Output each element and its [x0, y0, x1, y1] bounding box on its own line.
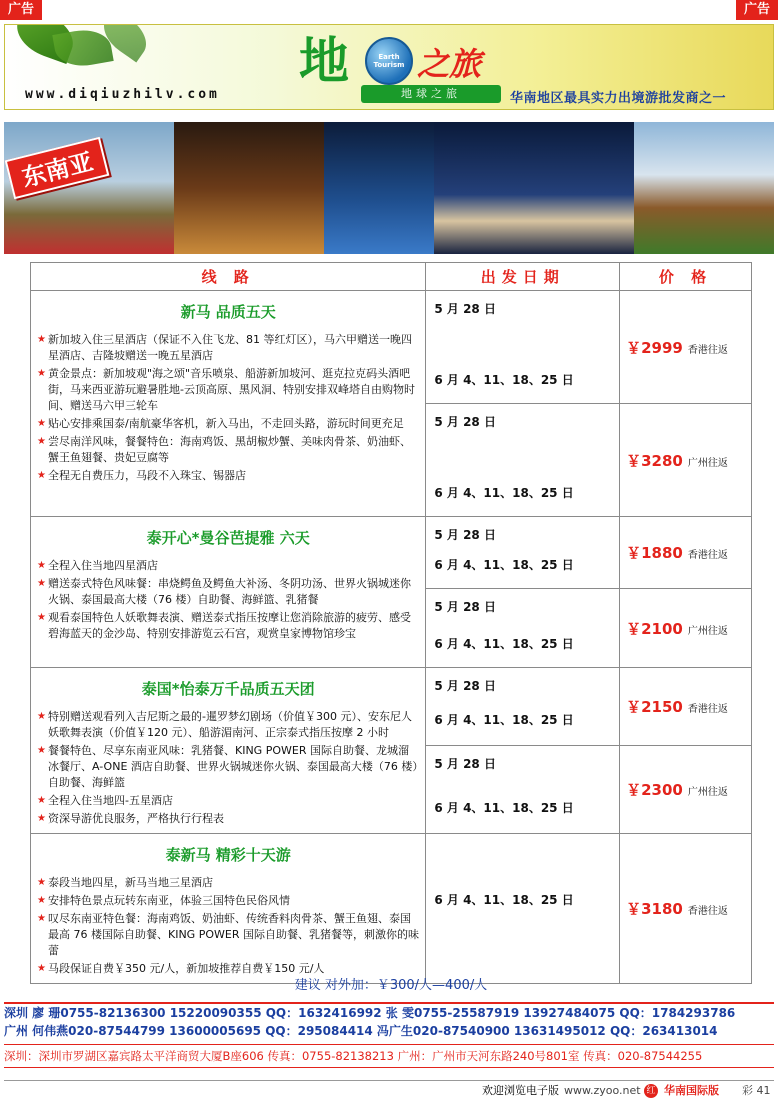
route-feature: ★ 资深导游优良服务，严格执行行程表 — [37, 811, 419, 827]
departure-city: 香港往返 — [687, 550, 728, 561]
departure-date: 6 月 4、11、18、25 日 — [434, 373, 574, 387]
departure-date: 5 月 28 日 — [434, 679, 496, 693]
globe-icon — [365, 37, 413, 85]
logo-main-char: 地 — [299, 31, 349, 90]
header-price: 价 格 — [620, 263, 752, 291]
route-feature: ★ 全程入住当地四星酒店 — [37, 558, 419, 574]
route-feature: ★ 安排特色景点玩转东南亚，体验三国特色民俗风情 — [37, 893, 419, 909]
price-value: ￥2100 — [626, 619, 683, 638]
leaf-decoration — [5, 25, 165, 95]
footer-site[interactable]: www.zyoo.net — [564, 1084, 641, 1097]
ad-label-right: 广告 — [736, 0, 778, 20]
tour-table — [30, 262, 752, 984]
price-value: ￥1880 — [626, 544, 683, 562]
route-feature: ★ 特别赠送观看列入吉尼斯之最的-暹罗梦幻剧场（价值￥300 元）、安东尼人妖歌舞表演（价值￥120 元）、船游湄南河、正宗泰式指压按摩 2 小时 — [37, 709, 419, 741]
logo-zhilv: 之旅 — [417, 45, 482, 83]
contact-guangzhou: 广州 何伟燕020-87544799 13600005695 QQ：295084414 冯广生020-87540900 13631495012 QQ：263413014 — [4, 1024, 718, 1038]
price-value: ￥3180 — [626, 900, 683, 918]
departure-city: 广州往返 — [687, 786, 728, 798]
night-resort-photo — [174, 122, 324, 254]
route-feature: ★ 赠送泰式特色风味餐：串烧鳄鱼及鳄鱼大补汤、冬阴功汤、世界火锅城迷你火锅、泰国最高大楼（76 楼）自助餐、海鲜篮、乳猪餐 — [37, 576, 419, 608]
price-value: ￥2999 — [626, 338, 683, 357]
tour-row — [31, 668, 752, 746]
hong-icon: 红 — [644, 1084, 658, 1098]
route-cell — [31, 291, 426, 517]
date-cell — [426, 517, 620, 589]
departure-city: 广州往返 — [687, 457, 728, 469]
address-line: 深圳：深圳市罗湖区嘉宾路太平洋商贸大厦B座606 传真：0755-82138213 广州：广州市天河东路240号801室 传真：020-87544255 — [4, 1044, 774, 1068]
price-cell — [620, 517, 752, 589]
contact-shenzhen: 深圳 廖 珊0755-82136300 15220090355 QQ：1632416992 张 雯0755-25587919 13927484075 QQ：1784293786 — [4, 1006, 736, 1020]
header-date: 出发日期 — [426, 263, 620, 291]
logo-subtitle: 地球之旅 — [361, 85, 501, 103]
route-feature: ★ 餐餐特色、尽享东南亚风味：乳猪餐、KING POWER 国际自助餐、龙城溜冰餐厅、A-ONE 酒店自助餐、世界火锅城迷你火锅、泰国最高大楼（76 楼）自助餐、海鲜篮 — [37, 743, 419, 791]
departure-city: 香港往返 — [687, 703, 728, 715]
route-feature: ★ 泰段当地四星，新马当地三星酒店 — [37, 875, 419, 891]
header-banner — [4, 24, 774, 110]
price-cell — [620, 668, 752, 746]
route-feature: ★ 新加坡入住三星酒店（保证不入住飞龙、81 等红灯区），马六甲赠送一晚四星酒店、吉隆坡赠送一晚五星酒店 — [37, 332, 419, 364]
route-feature: ★ 全程入住当地四-五星酒店 — [37, 793, 419, 809]
date-cell — [426, 834, 620, 984]
departure-date: 6 月 4、11、18、25 日 — [434, 558, 574, 572]
laos-temple-photo — [634, 122, 774, 254]
date-cell — [426, 291, 620, 404]
photo-banner — [4, 122, 774, 254]
globe-label: Earth Tourism — [373, 53, 405, 69]
departure-date: 5 月 28 日 — [434, 528, 496, 542]
route-title: 泰开心*曼谷芭提雅 六天 — [146, 529, 310, 547]
price-value: ￥3280 — [626, 451, 683, 470]
pool-photo — [324, 122, 434, 254]
route-feature: ★ 贴心安排乘国泰/南航豪华客机，新入马出，不走回头路，游玩时间更充足 — [37, 416, 419, 432]
route-cell — [31, 668, 426, 834]
route-feature: ★ 叹尽东南亚特色餐：海南鸡饭、奶油虾、传统香料肉骨茶、蟹王鱼翅、泰国最高 76 楼国际自助餐、KING POWER 国际自助餐、乳猪餐等，刺激你的味蕾 — [37, 911, 419, 959]
departure-date: 6 月 4、11、18、25 日 — [434, 486, 574, 500]
date-cell — [426, 668, 620, 746]
price-cell — [620, 589, 752, 668]
route-feature: ★ 观看泰国特色人妖歌舞表演、赠送泰式指压按摩让您消除旅游的疲劳、感受碧海蓝天的金沙岛、特别安排游览云石宫，观赏皇家博物馆珍宝 — [37, 610, 419, 642]
price-value: ￥2150 — [626, 697, 683, 716]
departure-date: 5 月 28 日 — [434, 756, 496, 771]
departure-date: 6 月 4、11、18、25 日 — [434, 800, 574, 815]
merlion-photo — [434, 122, 634, 254]
slogan: 华南地区最具实力出境游批发商之一 — [510, 91, 727, 106]
footer-page: 彩 41 — [742, 1084, 771, 1097]
route-feature: ★ 全程无自费压力，马段不入珠宝、锡器店 — [37, 468, 419, 484]
route-cell — [31, 517, 426, 668]
price-cell — [620, 834, 752, 984]
departure-date: 5 月 28 日 — [434, 600, 496, 614]
route-feature: ★ 马段保证自费￥350 元/人，新加坡推荐自费￥150 元/人 — [37, 961, 419, 977]
route-title: 泰新马 精彩十天游 — [165, 846, 291, 864]
website-url[interactable]: www.diqiuzhilv.com — [25, 87, 220, 102]
date-cell — [426, 745, 620, 833]
route-feature: ★ 尝尽南洋风味，餐餐特色：海南鸡饭、黑胡椒炒蟹、美味肉骨茶、奶油虾、蟹王鱼翅餐、贵妃豆腐等 — [37, 434, 419, 466]
price-cell — [620, 745, 752, 833]
departure-date: 6 月 4、11、18、25 日 — [434, 713, 574, 727]
departure-date: 6 月 4、11、18、25 日 — [434, 637, 574, 651]
departure-city: 香港往返 — [687, 906, 728, 917]
route-title: 新马 品质五天 — [180, 303, 276, 321]
suggested-markup: 建议 对外加：￥300/人—400/人 — [294, 978, 488, 993]
tour-row — [31, 517, 752, 589]
departure-date: 6 月 4、11、18、25 日 — [434, 893, 574, 907]
date-cell — [426, 404, 620, 517]
route-title: 泰国*怡泰万千品质五天团 — [141, 680, 315, 698]
region-badge: 东南亚 — [5, 137, 110, 200]
footer-browse: 欢迎浏览电子版 — [482, 1084, 559, 1097]
price-cell — [620, 404, 752, 517]
departure-date: 5 月 28 日 — [434, 415, 496, 429]
departure-date: 5 月 28 日 — [434, 302, 496, 316]
ad-label-left: 广告 — [0, 0, 42, 20]
tour-row — [31, 834, 752, 984]
contact-block — [4, 1002, 774, 1040]
route-feature: ★ 黄金景点：新加坡观"海之颂"音乐喷泉、船游新加坡河、逛克拉克码头酒吧街，马来西亚游玩避暑胜地-云顶高原、黑风洞、特别安排双峰塔自由购物时间、赠送马六甲三轮车 — [37, 366, 419, 414]
price-cell — [620, 291, 752, 404]
tour-row — [31, 291, 752, 404]
route-cell — [31, 834, 426, 984]
departure-city: 香港往返 — [687, 344, 728, 356]
footer-edition: 华南国际版 — [664, 1084, 719, 1097]
header-route: 线 路 — [31, 263, 426, 291]
departure-city: 广州往返 — [687, 625, 728, 637]
page-footer — [4, 1080, 774, 1100]
price-value: ￥2300 — [626, 780, 683, 799]
date-cell — [426, 589, 620, 668]
